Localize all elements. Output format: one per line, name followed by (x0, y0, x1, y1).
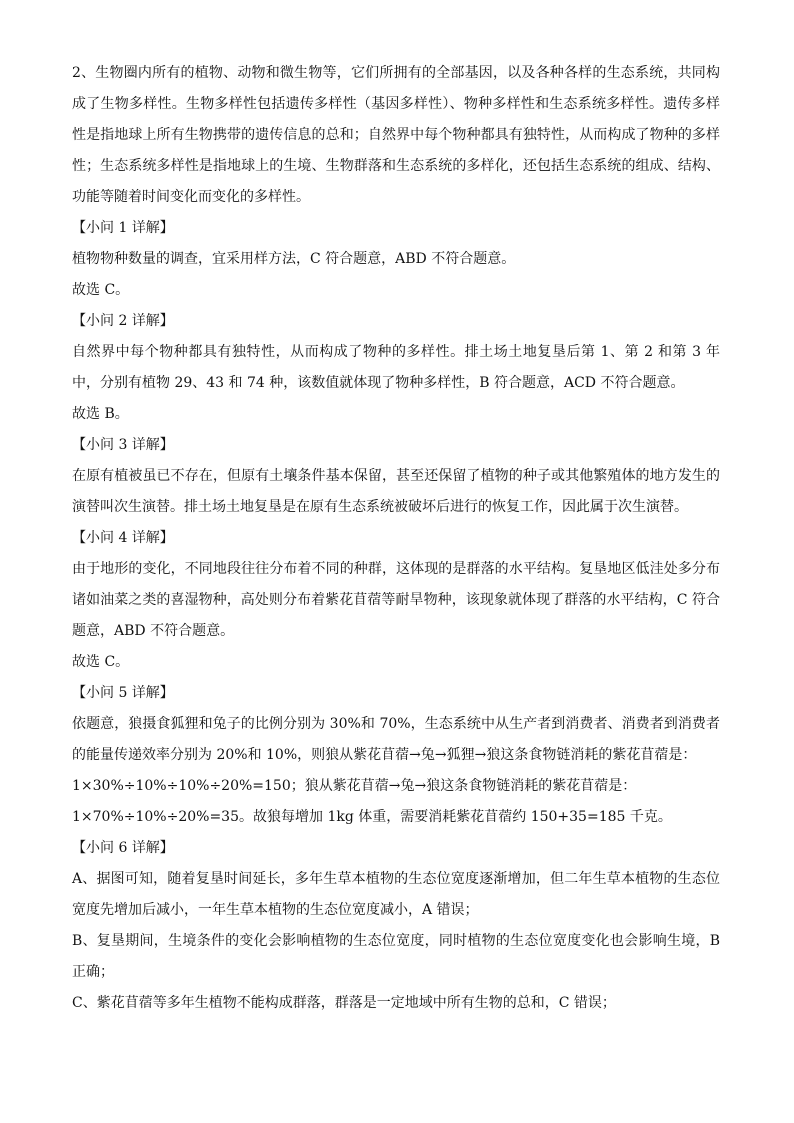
paragraph-q1-choice: 故选 C。 (72, 282, 130, 298)
heading-question-5: 【小问 5 详解】 (72, 685, 174, 701)
heading-question-2: 【小问 2 详解】 (72, 313, 174, 329)
paragraph-q5-answer: 依题意，狼摄食狐狸和兔子的比例分别为 30%和 70%，生态系统中从生产者到消费者、消费者到消费者的能量传递效率分别为 20%和 10%，则狼从紫花苜蓿→兔→狐狸→狼这条食物链消耗的紫花苜蓿是： (72, 716, 720, 763)
paragraph-q1-answer: 植物物种数量的调查，宜采用样方法，C 符合题意，ABD 不符合题意。 (72, 251, 516, 267)
paragraph-q5-calc-2: 1×70%÷10%÷20%=35。故狼每增加 1kg 体重，需要消耗紫花苜蓿约 150+35=185 千克。 (72, 809, 672, 825)
paragraph-q2-answer: 自然界中每个物种都具有独特性，从而构成了物种的多样性。排土场土地复垦后第 1、第 2 和第 3 年中，分别有植物 29、43 和 74 种，该数值就体现了物种多样性，B 符合题意，ACD 不符合题意。 (72, 344, 720, 391)
answer-content (72, 58, 720, 1019)
heading-question-3: 【小问 3 详解】 (72, 437, 174, 453)
heading-question-1: 【小问 1 详解】 (72, 220, 174, 236)
paragraph-q2-choice: 故选 B。 (72, 406, 129, 422)
paragraph-q4-choice: 故选 C。 (72, 654, 130, 670)
paragraph-q5-calc-1: 1×30%÷10%÷10%÷20%=150；狼从紫花苜蓿→兔→狼这条食物链消耗的紫花苜蓿是： (72, 778, 637, 794)
paragraph-biodiversity-intro: 2、生物圈内所有的植物、动物和微生物等，它们所拥有的全部基因，以及各种各样的生态系统，共同构成了生物多样性。生物多样性包括遗传多样性（基因多样性）、物种多样性和生态系统多样性。遗传多样性是指地球上所有生物携带的遗传信息的总和；自然界中每个物种都具有独特性，从而构成了物种的多样性；生态系统多样性是指地球上的生境、生物群落和生态系统的多样化，还包括生态系统的组成、结构、功能等随着时间变化而变化的多样性。 (72, 65, 720, 205)
paragraph-q3-answer: 在原有植被虽已不存在，但原有土壤条件基本保留，甚至还保留了植物的种子或其他繁殖体的地方发生的演替叫次生演替。排土场土地复垦是在原有生态系统被破坏后进行的恢复工作，因此属于次生演替。 (72, 468, 720, 515)
paragraph-q6-option-a: A、据图可知，随着复垦时间延长，多年生草本植物的生态位宽度逐渐增加，但二年生草本植物的生态位宽度先增加后减小，一年生草本植物的生态位宽度减小，A 错误； (72, 871, 720, 918)
paragraph-q6-option-b: B、复垦期间，生境条件的变化会影响植物的生态位宽度，同时植物的生态位宽度变化也会影响生境，B 正确； (72, 933, 720, 980)
paragraph-q6-option-c: C、紫花苜蓿等多年生植物不能构成群落，群落是一定地域中所有生物的总和，C 错误； (72, 995, 616, 1011)
heading-question-4: 【小问 4 详解】 (72, 530, 174, 546)
heading-question-6: 【小问 6 详解】 (72, 840, 174, 856)
paragraph-q4-answer: 由于地形的变化，不同地段往往分布着不同的种群，这体现的是群落的水平结构。复垦地区低洼处多分布诸如油菜之类的喜湿物种，高处则分布着紫花苜蓿等耐旱物种，该现象就体现了群落的水平结构，C 符合题意，ABD 不符合题意。 (72, 561, 720, 639)
